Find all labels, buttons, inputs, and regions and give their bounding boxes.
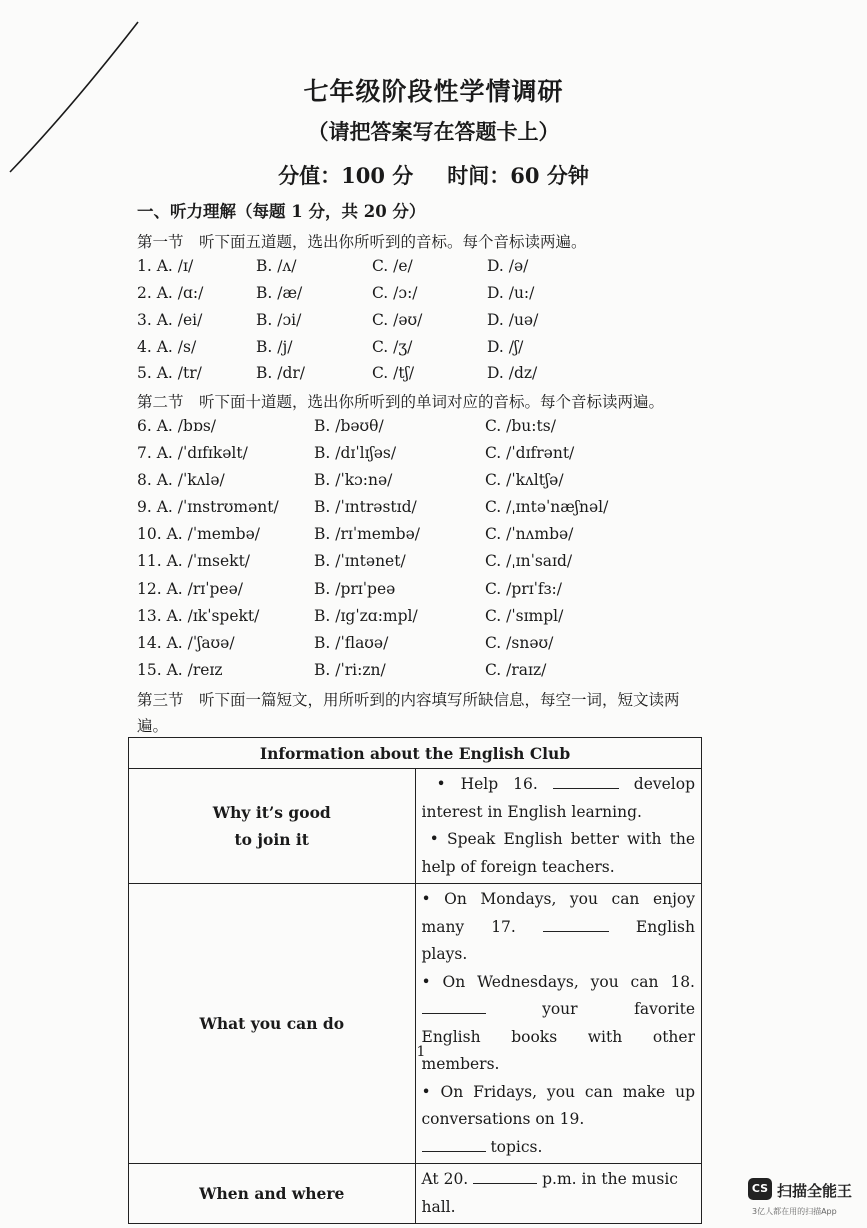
option-a: 7. A. /ˈdɪfɪkəlt/	[137, 444, 248, 462]
option-c: C. /bu:ts/	[485, 417, 556, 435]
bullet-item	[422, 1079, 696, 1134]
option-a: 11. A. /ˈɪnsekt/	[137, 552, 251, 570]
item-text: • Help 16.	[436, 775, 538, 793]
option-a: 10. A. /ˈmembə/	[137, 525, 260, 543]
question-row	[0, 471, 867, 498]
bullet-item	[422, 826, 696, 881]
question-row	[0, 417, 867, 444]
answer-blank-20[interactable]	[473, 1169, 537, 1184]
item-text: • On Wednesdays, you can 18.	[421, 972, 695, 991]
item-text: English books with other members.	[421, 1027, 695, 1073]
option-c: C. /prɪˈfɜ:/	[485, 580, 563, 598]
option-a: 4. A. /s/	[137, 338, 197, 356]
section1-instruction: 第一节 听下面五道题，选出你所听到的音标。每个音标读两遍。	[137, 233, 587, 251]
page-number: 1	[416, 1044, 426, 1060]
scanner-logo-icon: CS	[748, 1178, 772, 1200]
item-text: • Speak English better with the help of foreign teachers.	[421, 830, 695, 876]
item-text: your favorite	[542, 1000, 695, 1018]
option-a: 12. A. /rɪˈpeə/	[137, 580, 243, 598]
option-c: C. /e/	[372, 257, 413, 275]
answer-blank-17[interactable]	[543, 917, 609, 932]
option-c: C. /əʊ/	[372, 311, 423, 329]
label-line: Why it’s good	[212, 803, 331, 822]
option-c: C. /ˌɪntəˈnæʃnəl/	[485, 498, 609, 516]
label-line: to join it	[234, 830, 309, 849]
option-b: B. /ʌ/	[256, 257, 297, 275]
option-c: C. /tʃ/	[372, 364, 415, 382]
option-a: 13. A. /ɪkˈspekt/	[137, 607, 260, 625]
option-b: B. /ˈkɔ:nə/	[314, 471, 393, 489]
table-title: Information about the English Club	[129, 738, 702, 769]
answer-blank-19[interactable]	[422, 1137, 486, 1152]
bullet-item	[422, 969, 696, 1024]
option-d: D. /u:/	[487, 284, 535, 302]
part1-heading: 一、听力理解（每题 1 分，共 20 分）	[137, 202, 426, 221]
option-b: B. /bəʊθ/	[314, 417, 384, 435]
option-a: 15. A. /reɪz	[137, 661, 223, 679]
option-b: B. /prɪˈpeə	[314, 580, 396, 598]
question-row	[0, 607, 867, 634]
option-b: B. /dɪˈlɪʃəs/	[314, 444, 397, 462]
question-row	[0, 552, 867, 579]
row-content	[415, 769, 702, 884]
option-b: B. /æ/	[256, 284, 303, 302]
row-label: When and where	[129, 1164, 416, 1224]
section3-instruction-line1: 第三节 听下面一篇短文，用所听到的内容填写所缺信息，每空一词，短文读两	[137, 691, 680, 709]
score-time-line	[0, 160, 867, 190]
option-b: B. /ˈri:zn/	[314, 661, 386, 679]
question-row	[0, 580, 867, 607]
question-row	[0, 498, 867, 525]
question-row	[0, 444, 867, 471]
question-row	[0, 634, 867, 661]
question-row	[0, 338, 867, 365]
bullet-item	[422, 771, 696, 826]
option-c: C. /ɔ:/	[372, 284, 418, 302]
question-row	[0, 311, 867, 338]
item-text: plays.	[421, 945, 468, 963]
option-c: C. /snəʊ/	[485, 634, 554, 652]
option-b: B. /rɪˈmembə/	[314, 525, 420, 543]
item-text: topics.	[490, 1137, 543, 1156]
option-c: C. /ˈkʌltʃə/	[485, 471, 564, 489]
score-value: 分值：100 分	[278, 163, 414, 188]
item-text: At 20.	[421, 1170, 469, 1188]
row-content	[415, 1164, 702, 1224]
table-row	[129, 1164, 702, 1224]
item-text: • On Mondays, you can enjoy many 17.	[421, 890, 695, 936]
option-a: 1. A. /ɪ/	[137, 257, 194, 275]
option-c: C. /ˈdɪfrənt/	[485, 444, 575, 462]
option-a: 3. A. /ei/	[137, 311, 203, 329]
answer-blank-18[interactable]	[422, 999, 486, 1014]
option-a: 9. A. /ˈɪnstrʊmənt/	[137, 498, 279, 516]
option-b: B. /ɔi/	[256, 311, 302, 329]
exam-title: 七年级阶段性学情调研	[303, 77, 564, 106]
scanner-watermark-tagline: 3亿人都在用的扫描App	[752, 1207, 837, 1216]
option-a: 8. A. /ˈkʌlə/	[137, 471, 225, 489]
time-value: 时间：60 分钟	[447, 163, 589, 188]
question-row	[0, 257, 867, 284]
option-c: C. /ˈsɪmpl/	[485, 607, 564, 625]
row-label	[129, 769, 416, 884]
section2-instruction: 第二节 听下面十道题，选出你所听到的单词对应的音标。每个音标读两遍。	[137, 393, 665, 411]
item-text: p.m. in the music hall.	[421, 1170, 678, 1216]
option-b: B. /ɪgˈzɑ:mpl/	[314, 607, 418, 625]
table-row	[129, 884, 702, 1164]
option-a: 14. A. /ˈʃaʊə/	[137, 634, 235, 652]
option-c: C. /ˈnʌmbə/	[485, 525, 574, 543]
question-row	[0, 364, 867, 391]
option-d: D. /uə/	[487, 311, 539, 329]
row-content	[415, 884, 702, 1164]
bullet-item-cont	[422, 1134, 696, 1162]
bullet-item	[422, 886, 696, 941]
row-label: What you can do	[129, 884, 416, 1164]
answer-blank-16[interactable]	[553, 774, 619, 789]
item-text: English	[635, 917, 695, 936]
option-a: 5. A. /tr/	[137, 364, 202, 382]
option-c: C. /raɪz/	[485, 661, 547, 679]
question-row	[0, 284, 867, 311]
exam-subtitle: （请把答案写在答题卡上）	[307, 119, 560, 144]
option-b: B. /ˈflaʊə/	[314, 634, 389, 652]
option-b: B. /ˈɪntrəstɪd/	[314, 498, 417, 516]
option-c: C. /ʒ/	[372, 338, 413, 356]
option-b: B. /j/	[256, 338, 293, 356]
option-c: C. /ˌɪnˈsaɪd/	[485, 552, 573, 570]
scanner-watermark-name: 扫描全能王	[777, 1182, 853, 1200]
option-a: 2. A. /ɑ:/	[137, 284, 204, 302]
option-a: 6. A. /bɒs/	[137, 417, 217, 435]
table-row	[129, 769, 702, 884]
item-text: develop interest in English learning.	[421, 775, 696, 821]
question-row	[0, 661, 867, 688]
question-row	[0, 525, 867, 552]
section3-instruction-line2: 遍。	[137, 717, 169, 735]
option-d: D. /dz/	[487, 364, 538, 382]
item-text: • On Fridays, you can make up conversations on 19.	[421, 1082, 695, 1128]
option-b: B. /dr/	[256, 364, 306, 382]
option-d: D. /ə/	[487, 257, 529, 275]
english-club-info-table	[128, 737, 702, 1224]
option-d: D. /ʃ/	[487, 338, 524, 356]
option-b: B. /ˈɪntənet/	[314, 552, 406, 570]
